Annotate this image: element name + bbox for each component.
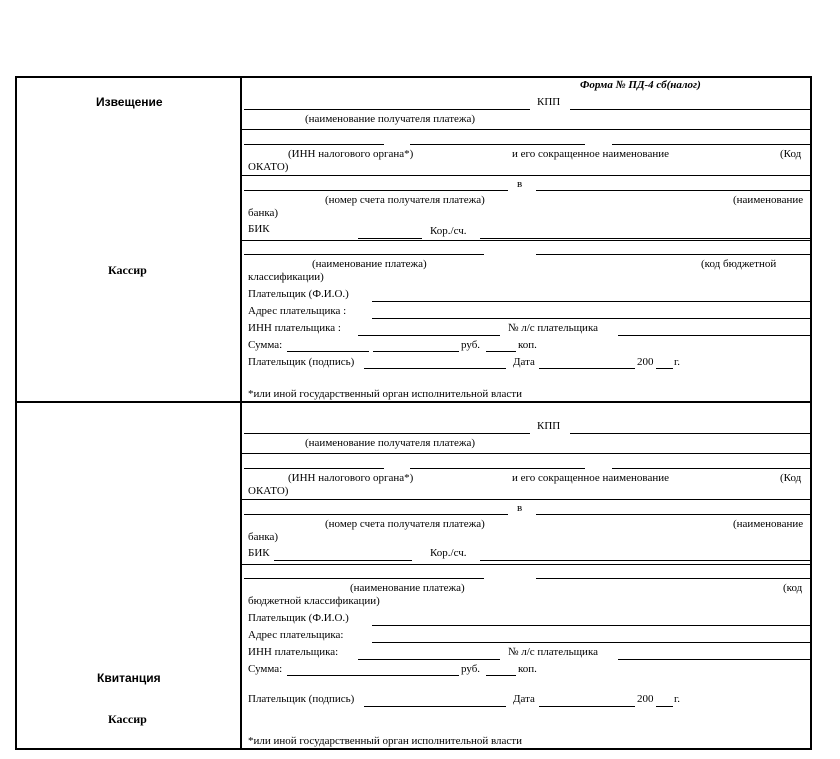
account-line [244, 190, 508, 191]
section-rule [242, 129, 810, 130]
v-label: в [517, 178, 523, 190]
bank-name-caption: (наименование [733, 518, 804, 530]
okato-caption: ОКАТО) [248, 485, 289, 497]
kpp-label: КПП [537, 96, 561, 108]
kor-label: Кор./сч. [430, 225, 467, 237]
year-line [656, 706, 673, 707]
account-no-line [618, 335, 810, 336]
recipient-line [244, 433, 530, 434]
kpp-line [570, 109, 810, 110]
short-name-line-1 [410, 468, 585, 469]
kop-label: коп. [518, 663, 537, 675]
bank-line [536, 514, 810, 515]
short-name-line-2 [612, 468, 810, 469]
section-rule [242, 499, 810, 500]
account-line [244, 514, 508, 515]
sum-label: Сумма: [248, 339, 283, 351]
sum-line-1 [287, 351, 369, 352]
inn-tax-caption: (ИНН налогового органа*) [288, 472, 414, 484]
payer-sign-line [364, 706, 506, 707]
year-line [656, 368, 673, 369]
kop-line [486, 351, 516, 352]
account-caption: (номер счета получателя платежа) [325, 194, 485, 206]
payer-inn-line [358, 335, 500, 336]
payer-fio-line [372, 625, 810, 626]
frame-bottom-border [15, 748, 812, 750]
year-suffix-label: г. [674, 693, 681, 705]
payment-name-line [244, 578, 484, 579]
kop-label: коп. [518, 339, 537, 351]
cashier-label-bottom: Кассир [108, 712, 147, 726]
bik-line [358, 238, 422, 239]
frame-middle-border [15, 401, 812, 403]
payer-address-line [372, 642, 810, 643]
sum-label: Сумма: [248, 663, 283, 675]
section-rule [242, 175, 810, 176]
account-no-label: № л/с плательщика [508, 646, 599, 658]
payer-sign-label: Плательщик (подпись) [248, 356, 355, 368]
payer-sign-line [364, 368, 506, 369]
payer-address-line [372, 318, 810, 319]
date-label: Дата [513, 693, 535, 705]
bank-close-caption: банка) [248, 531, 279, 543]
footnote: *или иной государственный орган исполнительной власти [248, 735, 522, 747]
payment-name-caption: (наименование платежа) [312, 258, 427, 270]
payer-inn-label: ИНН плательщика: [248, 646, 339, 658]
kor-line [480, 238, 810, 239]
inn-tax-line [244, 468, 384, 469]
receipt-label: Квитанция [97, 671, 161, 685]
bik-line [274, 560, 412, 561]
footnote: *или иной государственный орган исполнительной власти [248, 388, 522, 400]
recipient-name-caption: (наименование получателя платежа) [305, 437, 476, 449]
kod-caption: (код [783, 582, 803, 594]
payer-fio-label: Плательщик (Ф.И.О.) [248, 612, 349, 624]
sum-line [287, 675, 459, 676]
payer-fio-label: Плательщик (Ф.И.О.) [248, 288, 349, 300]
code-caption: (Код [780, 148, 802, 160]
date-label: Дата [513, 356, 535, 368]
payer-address-label: Адрес плательщика : [248, 305, 347, 317]
kop-line [486, 675, 516, 676]
code-caption: (Код [780, 472, 802, 484]
account-no-line [618, 659, 810, 660]
year-suffix-label: г. [674, 356, 681, 368]
short-name-caption: и его сокращенное наименование [512, 472, 669, 484]
kbk-caption: (код бюджетной [701, 258, 777, 270]
frame-right-border [810, 76, 812, 750]
kor-line [480, 560, 810, 561]
section-rule [242, 453, 810, 454]
payer-inn-label: ИНН плательщика : [248, 322, 341, 334]
notice-label: Извещение [96, 95, 163, 109]
bik-label: БИК [248, 547, 270, 559]
bik-label: БИК [248, 223, 270, 235]
kbk-line [536, 578, 810, 579]
section-rule [242, 240, 810, 241]
inn-tax-line [244, 144, 384, 145]
account-caption: (номер счета получателя платежа) [325, 518, 485, 530]
short-name-line-2 [612, 144, 810, 145]
date-line [539, 368, 635, 369]
recipient-name-caption: (наименование получателя платежа) [305, 113, 476, 125]
frame-top-border [15, 76, 812, 78]
bank-name-caption: (наименование [733, 194, 804, 206]
recipient-line [244, 109, 530, 110]
rub-label: руб. [461, 663, 481, 675]
short-name-line-1 [410, 144, 585, 145]
payment-name-caption: (наименование платежа) [350, 582, 465, 594]
inn-tax-caption: (ИНН налогового органа*) [288, 148, 414, 160]
year-label: 200 [637, 693, 654, 705]
cashier-label-top: Кассир [108, 263, 147, 277]
payment-name-line [244, 254, 484, 255]
payer-fio-line [372, 301, 810, 302]
sum-line-2 [373, 351, 459, 352]
payer-sign-label: Плательщик (подпись) [248, 693, 355, 705]
v-label: в [517, 502, 523, 514]
rub-label: руб. [461, 339, 481, 351]
payer-address-label: Адрес плательщика: [248, 629, 344, 641]
frame-divider [240, 76, 242, 750]
bank-close-caption: банка) [248, 207, 279, 219]
bank-line [536, 190, 810, 191]
kbk-close-caption: классификации) [248, 271, 324, 283]
date-line [539, 706, 635, 707]
form-title: Форма № ПД-4 сб(налог) [580, 79, 701, 91]
section-rule [242, 564, 810, 565]
kbk-line [536, 254, 810, 255]
frame-left-border [15, 76, 17, 750]
kpp-label: КПП [537, 420, 561, 432]
year-label: 200 [637, 356, 654, 368]
payer-inn-line [358, 659, 500, 660]
short-name-caption: и его сокращенное наименование [512, 148, 669, 160]
account-no-label: № л/с плательщика [508, 322, 599, 334]
kpp-line [570, 433, 810, 434]
kor-label: Кор./сч. [430, 547, 467, 559]
kbk-full-caption: бюджетной классификации) [248, 595, 380, 607]
okato-caption: ОКАТО) [248, 161, 289, 173]
